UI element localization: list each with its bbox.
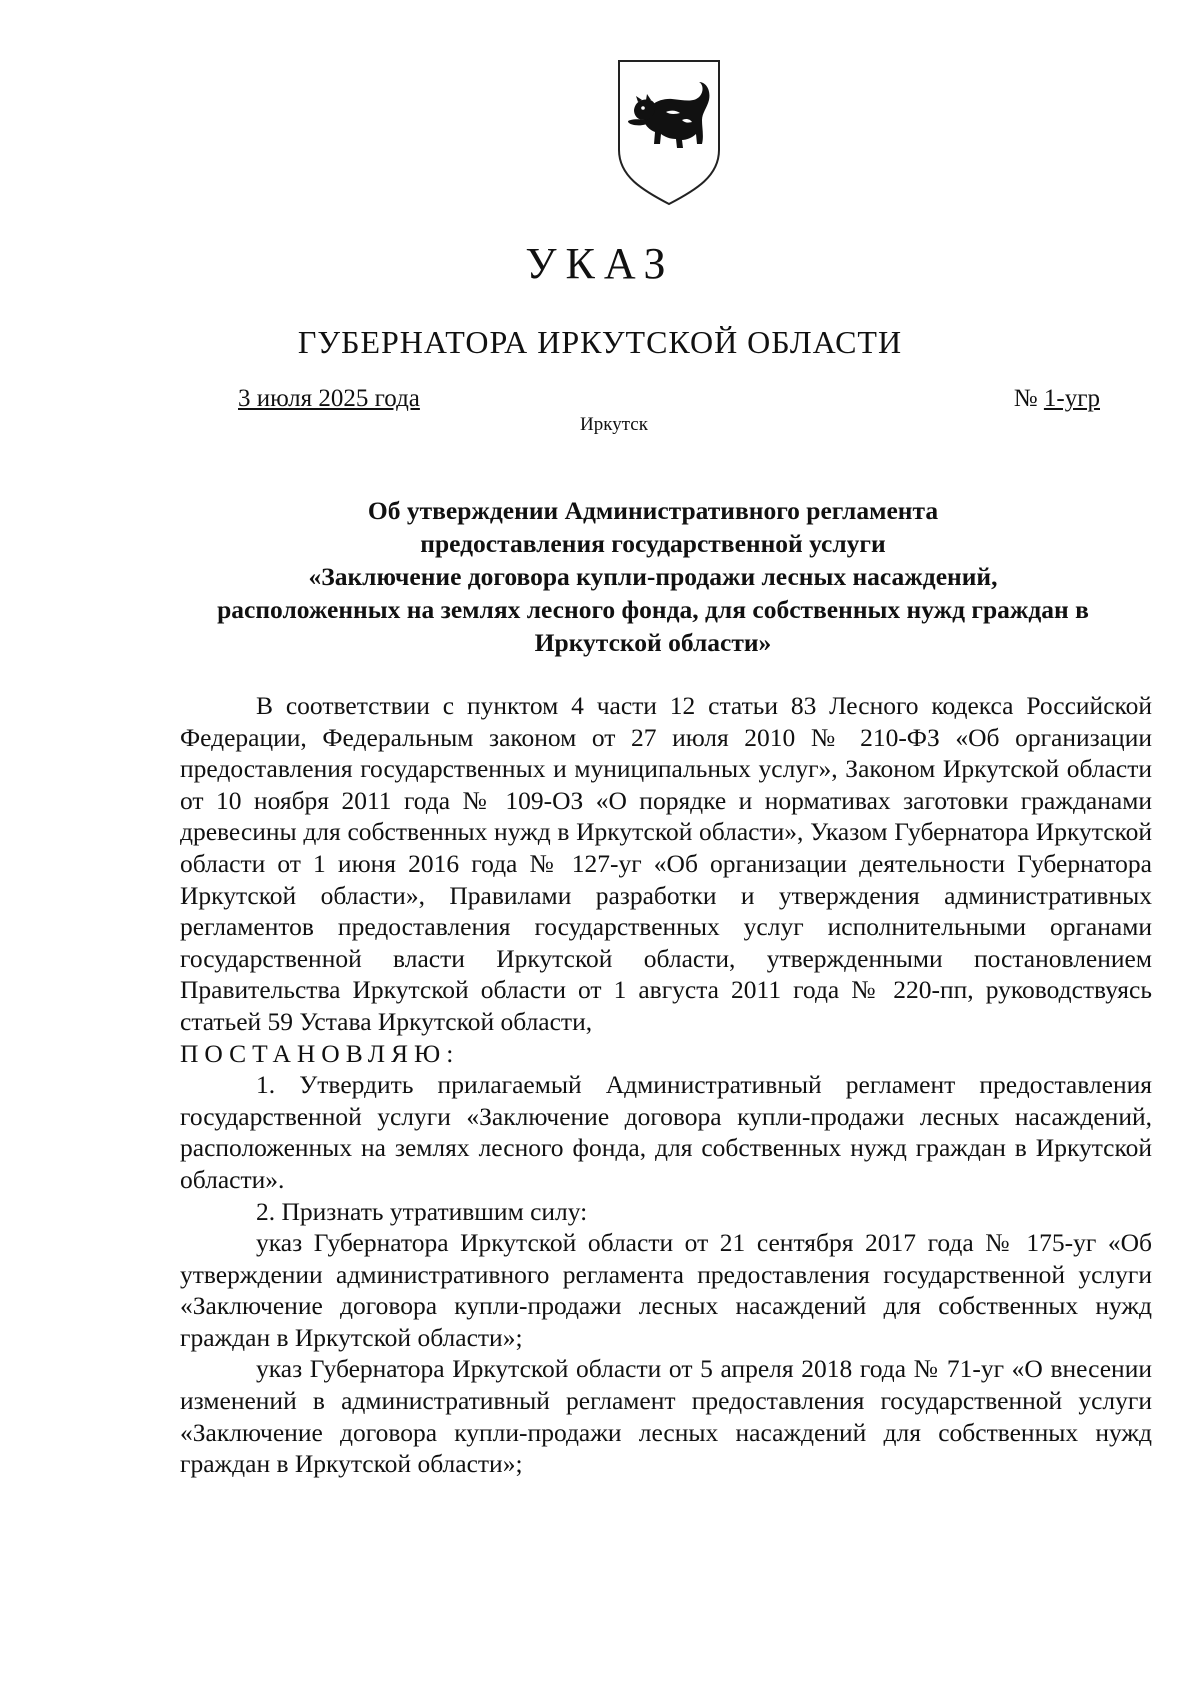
heading-line: расположенных на землях лесного фонда, для собственных нужд граждан в [217, 595, 1089, 624]
decree-date: 3 июля 2025 года [238, 385, 420, 412]
heading-line: «Заключение договора купли-продажи лесных насаждений, [308, 562, 998, 591]
decree-city: Иркутск [580, 414, 648, 435]
heading-line: Иркутской области» [534, 628, 772, 657]
coat-of-arms-emblem [616, 58, 722, 206]
item-2a-paragraph: указ Губернатора Иркутской области от 21 сентября 2017 года № 175-уг «Об утверждении административного регламента предоставления государственной услуги «Заключение договора купли-продажи лесных насаждений для собственных нужд граждан в Иркутской области»; [180, 1228, 1152, 1352]
decree-title: УКАЗ [525, 239, 675, 288]
decree-issuer: ГУБЕРНАТОРА ИРКУТСКОЙ ОБЛАСТИ [297, 324, 903, 360]
item-2b-paragraph: указ Губернатора Иркутской области от 5 апреля 2018 года № 71-уг «О внесении изменений в административный регламент предоставления государственной услуги «Заключение договора купли-продажи лесных насаждений для собственных нужд граждан в Иркутской области»; [180, 1354, 1152, 1479]
decree-number [1014, 383, 1100, 415]
item-2-paragraph: 2. Признать утратившим силу: [256, 1196, 588, 1226]
preamble-paragraph: В соответствии с пунктом 4 части 12 статьи 83 Лесного кодекса Российской Федерации, Федеральным законом от 27 июля 2010 № 210-ФЗ «Об организации предоставления государственных и муниципальных услуг», Законом Иркутской области от 10 ноября 2011 года № 109-ОЗ «О порядке и нормативах заготовки гражданами древесины для собственных нужд в Иркутской области», Указом Губернатора Иркутской области от 1 июня 2016 года № 127-уг «Об организации деятельности Губернатора Иркутской области», Правилами разработки и утверждения административных регламентов предоставления государственных услуг исполнительными органами государственной власти Иркутской области, утвержденными постановлением Правительства Иркутской области от 1 августа 2011 года № 220-пп, руководствуясь статьей 59 Устава Иркутской области, [180, 691, 1152, 1036]
decree-number-prefix: № [1013, 385, 1044, 412]
resolve-word: ПОСТАНОВЛЯЮ: [180, 1038, 460, 1068]
decree-number-value: 1-угр [1043, 385, 1100, 412]
decree-body [180, 690, 1152, 1480]
heading-line: Об утверждении Административного регламента [367, 496, 939, 525]
decree-heading [160, 494, 1146, 659]
heading-line: предоставления государственной услуги [420, 529, 886, 558]
item-1-paragraph: 1. Утвердить прилагаемый Административный регламент предоставления государственной услуги «Заключение договора купли-продажи лесных насаждений, расположенных на землях лесного фонда, для собственных нужд граждан в Иркутской области». [180, 1070, 1152, 1194]
